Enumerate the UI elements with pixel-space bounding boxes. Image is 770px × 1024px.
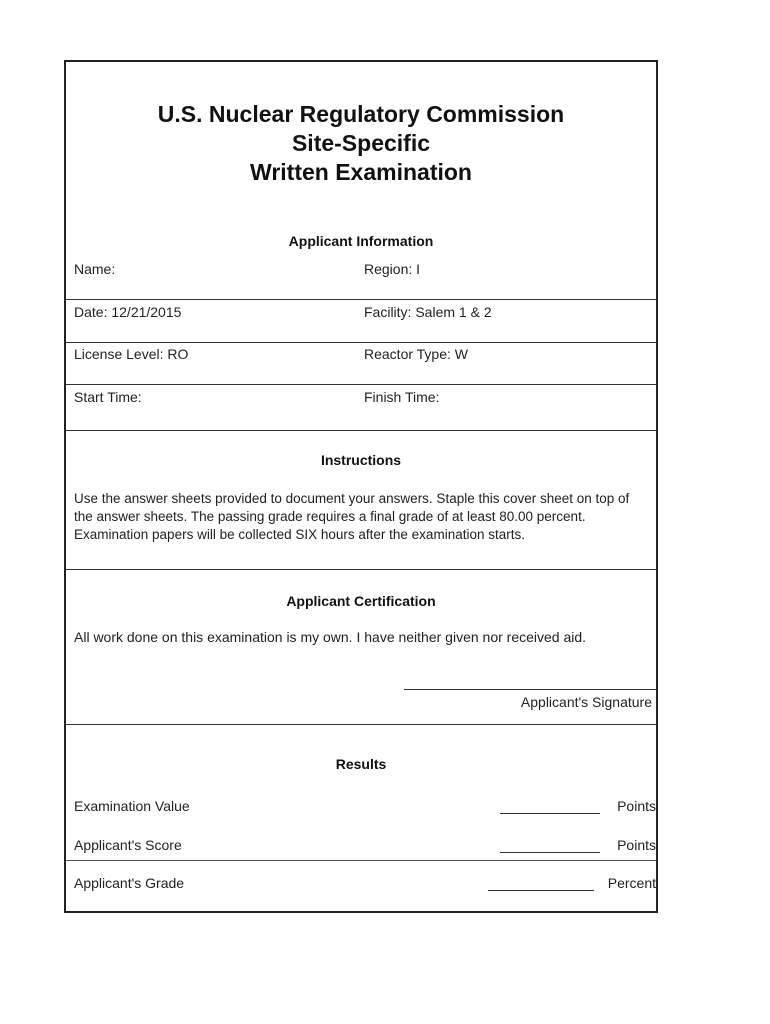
divider-certification [66,724,656,725]
title-line-3: Written Examination [250,159,472,185]
certification-statement: All work done on this examination is my own. I have neither given nor received aid. [74,629,587,645]
result-label: Applicant's Grade [74,875,185,891]
license-level-field: License Level: RO [74,346,189,362]
result-blank-line [488,890,594,891]
applicant-information-heading: Applicant Information [288,233,434,249]
finish-time-field: Finish Time: [364,389,440,405]
result-unit: Points [617,837,656,853]
signature-label: Applicant's Signature [520,694,652,710]
divider-date-row [66,342,656,343]
results-heading: Results [335,756,387,772]
name-field: Name: [74,261,116,277]
divider-name-row [66,299,656,300]
date-field: Date: 12/21/2015 [74,304,182,320]
reactor-type-field: Reactor Type: W [364,346,469,362]
exam-cover-sheet [64,60,658,913]
divider-instructions [66,569,656,570]
facility-field: Facility: Salem 1 & 2 [364,304,492,320]
exam-title [66,100,656,187]
result-row-applicant-grade [74,875,656,895]
divider-license-row [66,384,656,385]
divider-results-row [66,860,656,861]
instructions-heading: Instructions [320,452,402,468]
divider-time-row [66,430,656,431]
result-blank-line [500,813,600,814]
result-label: Applicant's Score [74,837,182,853]
start-time-field: Start Time: [74,389,142,405]
result-unit: Points [617,798,656,814]
region-field: Region: I [364,261,421,277]
title-line-2: Site-Specific [291,130,431,156]
title-line-1: U.S. Nuclear Regulatory Commission [157,101,565,127]
result-label: Examination Value [74,798,190,814]
result-unit: Percent [607,875,656,891]
result-blank-line [500,852,600,853]
instructions-text: Use the answer sheets provided to document your answers. Staple this cover sheet on top of the answer sheets. The passing grade requires a final grade of at least 80.00 percent. Examination papers will be collected SIX hours after the examination starts. [74,491,630,542]
result-row-examination-value [74,798,656,818]
applicant-certification-heading: Applicant Certification [286,593,436,609]
signature-line [404,689,656,690]
result-row-applicant-score [74,837,656,857]
